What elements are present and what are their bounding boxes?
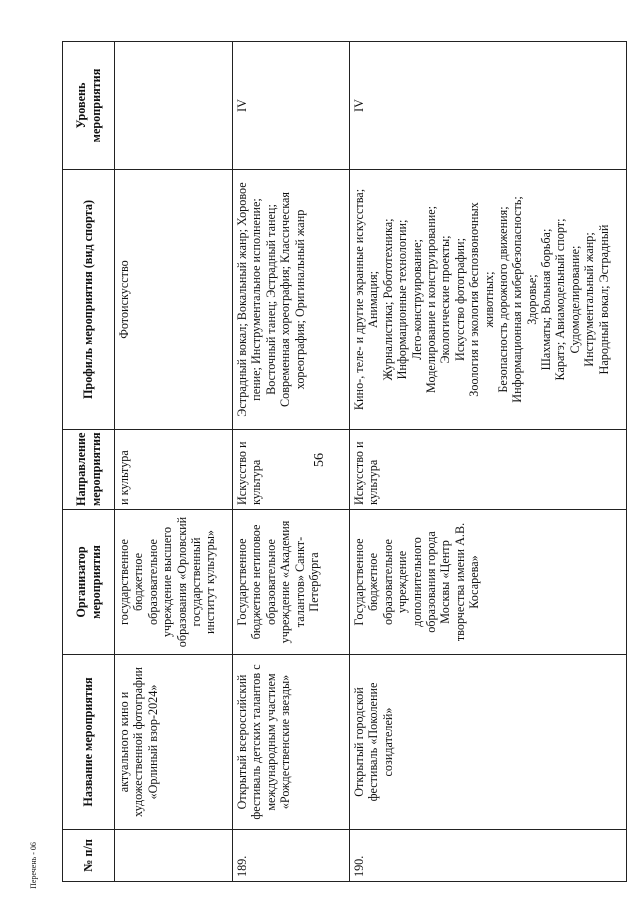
table-row xyxy=(115,42,233,882)
profile-line: Фотоискусство xyxy=(117,260,131,339)
cell-direction: Искусство и культура xyxy=(350,430,627,510)
cell-direction: Искусство и культура xyxy=(233,430,350,510)
cell-level: IV xyxy=(350,42,627,170)
cell-organizer: государственное бюджетное образовательное учреждение высшего образования «Орловский государственный институт культуры» xyxy=(115,510,233,655)
cell-number: 190. xyxy=(350,830,627,882)
cell-level xyxy=(115,42,233,170)
page-number: 56 xyxy=(312,453,327,467)
cell-profile xyxy=(115,170,233,430)
header-profile: Профиль мероприятия (вид спорта) xyxy=(63,170,115,430)
footer-note: Перечень - 06 xyxy=(28,841,38,889)
profile-line: Народный вокал; Эстрадный xyxy=(596,224,611,375)
profile-line: Каратэ; Авиамодельный спорт; xyxy=(553,218,568,381)
profile-line: Экологические проекты; xyxy=(438,235,453,364)
cell-event-name: Открытый городской фестиваль «Поколение созидателей» xyxy=(350,655,627,830)
document-table-sheet xyxy=(62,42,620,882)
cell-profile xyxy=(233,170,350,430)
profile-line: Судомоделирование; xyxy=(567,245,582,354)
profile-line: Кино-, теле- и другие экранные искусства; Анимация; xyxy=(352,188,381,411)
profile-line: Безопасность дорожного движения; Информационная и кибербезопасность; Здоровье; xyxy=(495,196,539,403)
profile-line: Информационные технологии; xyxy=(395,219,410,380)
cell-direction: и культура xyxy=(115,430,233,510)
table-header-row xyxy=(63,42,115,882)
profile-line: Эстрадный вокал; Вокальный жанр; Хоровое пение; Инструментальное исполнение; Восточный танец; Эстрадный танец; Современная хореография; Классическая хореография; Оригинальный жанр xyxy=(235,182,307,417)
profile-line: Лего-конструирование; xyxy=(409,239,424,360)
cell-event-name: актуального кино и художественной фотографии «Орлиный взор-2024» xyxy=(115,655,233,830)
profile-line: Моделирование и конструирование; xyxy=(423,205,438,394)
profile-line: Искусство фотографии; xyxy=(452,238,467,361)
cell-organizer: Государственное бюджетное нетиповое образовательное учреждение «Академия талантов» Санкт-Петербурга xyxy=(233,510,350,655)
cell-number: 189. xyxy=(233,830,350,882)
cell-profile xyxy=(350,170,627,430)
cell-event-name: Открытый всероссийский фестиваль детских талантов с международным участием «Рождественские звезды» xyxy=(233,655,350,830)
header-level: Уровень мероприятия xyxy=(63,42,115,170)
header-organizer: Организатор мероприятия xyxy=(63,510,115,655)
cell-number xyxy=(115,830,233,882)
cell-level: IV xyxy=(233,42,350,170)
profile-line: Зоология и экология беспозвоночных животных; xyxy=(467,202,496,397)
table-row xyxy=(350,42,627,882)
header-event-name: Название мероприятия xyxy=(63,655,115,830)
table-row xyxy=(233,42,350,882)
profile-line: Шахматы; Вольная борьба; xyxy=(539,228,554,371)
profile-line: Инструментальный жанр; xyxy=(582,232,597,367)
profile-line: Журналистика; Робототехника; xyxy=(380,218,395,381)
header-direction: Направление мероприятия xyxy=(63,430,115,510)
cell-organizer: Государственное бюджетное образовательное учреждение дополнительного образования города Москвы «Центр творчества имени А.В. Косарева» xyxy=(350,510,627,655)
header-number: № п/п xyxy=(63,830,115,882)
events-table xyxy=(62,41,627,882)
